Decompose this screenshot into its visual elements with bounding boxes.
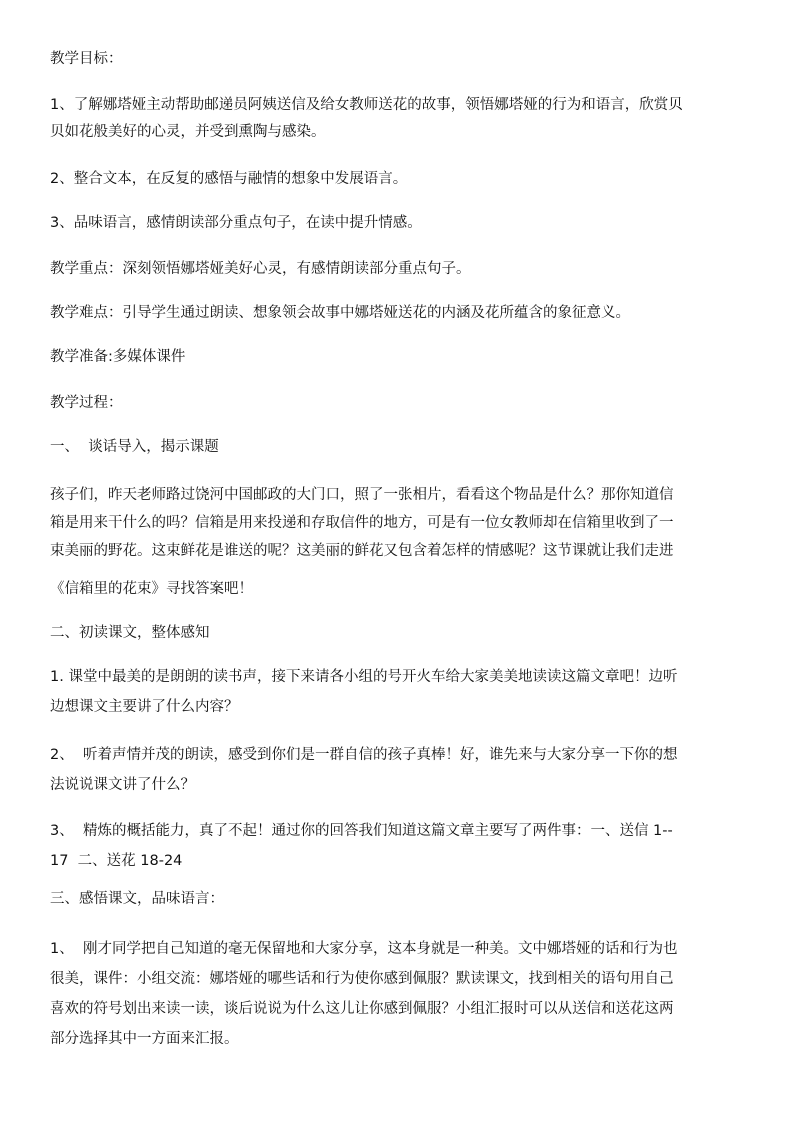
s2-item-1-line-1: 1. 课堂中最美的是朗朗的读书声，接下来请各小组的号开火车给大家美美地读读这篇文章吧！边听 (50, 669, 678, 685)
intro-line-3: 束美丽的野花。这束鲜花是谁送的呢？这美丽的鲜花又包含着怎样的情感呢？这节课就让我们走进 (50, 543, 674, 559)
s2-item-3-line-2: 17 二、送花 18-24 (50, 853, 183, 869)
s2-item-3-line-1: 3、 精炼的概括能力，真了不起！通过你的回答我们知道这篇文章主要写了两件事：一、送信 1-- (50, 823, 673, 839)
process-heading: 教学过程： (50, 395, 123, 411)
intro-line-2: 箱是用来干什么的吗？信箱是用来投递和存取信件的地方，可是有一位女教师却在信箱里收到了一 (50, 515, 674, 531)
s3-item-1-line-4: 部分选择其中一方面来汇报。 (50, 1031, 239, 1047)
section-2-title: 二、初读课文，整体感知 (50, 625, 210, 641)
s3-item-1-line-1: 1、 刚才同学把自己知道的毫无保留地和大家分享，这本身就是一种美。文中娜塔娅的话和行为也 (50, 941, 678, 957)
objectives-heading: 教学目标： (50, 51, 123, 67)
key-point: 教学重点：深刻领悟娜塔娅美好心灵，有感情朗读部分重点句子。 (50, 261, 471, 277)
s3-item-1-line-2: 很美，课件：小组交流：娜塔娅的哪些话和行为使你感到佩服？默读课文，找到相关的语句用自己 (50, 971, 674, 987)
section-3-title: 三、感悟课文，品味语言： (50, 891, 224, 907)
objective-2: 2、整合文本，在反复的感悟与融情的想象中发展语言。 (50, 171, 408, 187)
objective-1-line-1: 1、了解娜塔娅主动帮助邮递员阿姨送信及给女教师送花的故事，领悟娜塔娅的行为和语言，欣赏贝 (50, 97, 683, 113)
s3-item-1-line-3: 喜欢的符号划出来读一读，谈后说说为什么这儿让你感到佩服？小组汇报时可以从送信和送花这两 (50, 1001, 674, 1017)
objective-3: 3、品味语言，感情朗读部分重点句子，在读中提升情感。 (50, 215, 422, 231)
section-1-title: 一、 谈话导入，揭示课题 (50, 439, 219, 455)
intro-line-4: 《信箱里的花束》寻找答案吧！ (50, 581, 253, 597)
intro-line-1: 孩子们，昨天老师路过饶河中国邮政的大门口，照了一张相片，看看这个物品是什么？那你知道信 (50, 487, 674, 503)
preparation: 教学准备:多媒体课件 (50, 349, 186, 365)
s2-item-2-line-1: 2、 听着声情并茂的朗读，感受到你们是一群自信的孩子真棒！好，谁先来与大家分享一下你的想 (50, 747, 678, 763)
s2-item-2-line-2: 法说说课文讲了什么？ (50, 777, 195, 793)
s2-item-1-line-2: 边想课文主要讲了什么内容？ (50, 699, 239, 715)
difficulty: 教学难点：引导学生通过朗读、想象领会故事中娜塔娅送花的内涵及花所蕴含的象征意义。 (50, 305, 630, 321)
objective-1-line-2: 贝如花般美好的心灵，并受到熏陶与感染。 (50, 124, 326, 140)
